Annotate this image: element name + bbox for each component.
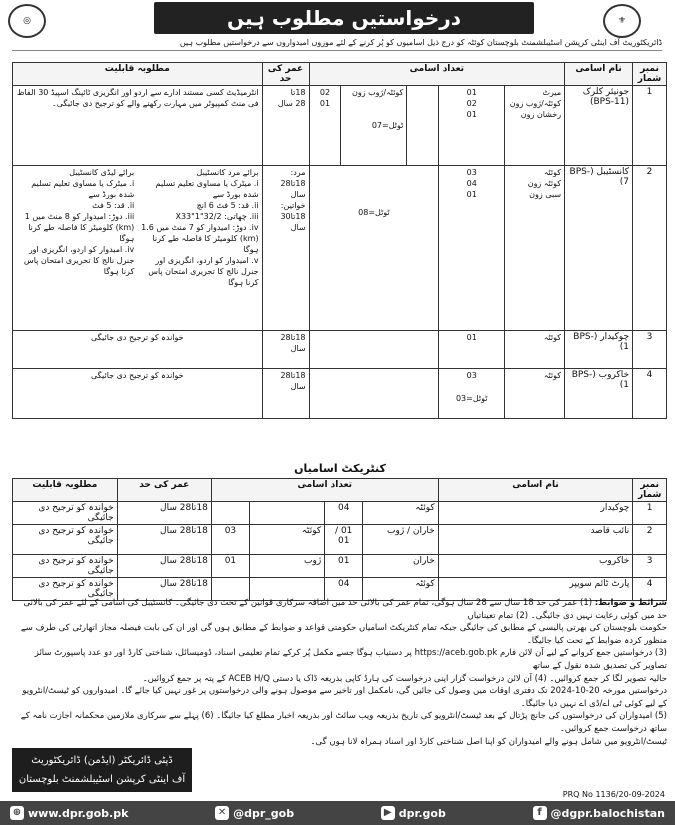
posts-table: [12, 62, 667, 419]
government-emblem: ⚜: [603, 4, 641, 38]
row-qualification: خواندہ کو ترجیح دی جائیگی: [13, 369, 263, 419]
row-post: چوکیدار (BPS-1): [565, 331, 633, 369]
row-post: کانسٹیبل (BPS-7): [565, 166, 633, 331]
contract-heading: کنٹریکٹ اسامیاں: [294, 462, 386, 475]
website-link[interactable]: ⊕ www.dpr.gob.pk: [10, 806, 128, 820]
row-qualification: [13, 166, 263, 331]
total-count: ٹوٹل=03: [455, 394, 488, 403]
count-item: 02: [319, 88, 331, 97]
row-age: 18تا28 سال: [262, 331, 309, 369]
quota-item: کوئٹہ/ژوب زون: [509, 99, 562, 108]
terms-heading: شرائط و ضوابط:: [594, 598, 667, 608]
quota-item: رخشان زون: [520, 110, 562, 119]
header: [4, 2, 671, 36]
signature-block: [12, 748, 192, 792]
col-age: عمر کی حد: [262, 63, 309, 86]
table-row: 2 نائب قاصد خاران / ژوب 01 / 01 کوئٹہ 03 18تا28 سال خواندہ کو ترجیح دی جائیگی: [13, 525, 667, 555]
twitter-link[interactable]: ✕ @dpr_gob: [215, 806, 294, 820]
row-serial: 3: [633, 331, 667, 369]
female-qualification: برائے لیڈی کانسٹیبل i. میٹرک یا مساوی تعلیم تسلیم شدہ بورڈ سے ii. قد: 5 فٹ iii. دوڑ: امیدوار کو 8 منٹ میں 1 (km) کلومیٹر کا فاصلہ طے کرنا ہوگا iv. امیدوار کو اردو، انگریزی اور جنرل نالج کا تحریری امتحان پاس کرنا ہوگا: [23, 168, 135, 276]
contract-table: [12, 478, 667, 601]
row-total: [309, 166, 439, 331]
globe-icon: ⊕: [10, 806, 24, 820]
dpr-logo: ◎: [8, 4, 46, 38]
row-post: خاکروب (BPS-1): [565, 369, 633, 419]
col-age: عمر کی حد: [117, 479, 211, 502]
count-item: 01: [319, 99, 331, 108]
row-counts: 01: [439, 331, 505, 369]
row-quota: [505, 166, 565, 331]
quota-item: سبی زون: [529, 190, 562, 199]
row-counts: [439, 86, 505, 166]
row-counts-2: [309, 86, 341, 166]
count-item: 01: [466, 110, 477, 119]
quota-item: کوئٹہ/ژوب زون: [352, 88, 404, 97]
col-count: تعداد اسامی: [309, 63, 565, 86]
table-row: [13, 166, 667, 331]
count-item: 03: [466, 168, 477, 177]
intro-text: ڈائریکٹوریٹ آف اینٹی کرپشن اسٹیبلشمنٹ بلوچستان کوئٹہ کو درج ذیل اسامیوں کو پُر کرنے کے لئے موزوں امیدواروں سے درخواستیں مطلوب ہیں: [12, 38, 662, 51]
table-row: [13, 331, 667, 369]
total-count: ٹوٹل=08: [358, 208, 390, 217]
count-item: 02: [466, 99, 477, 108]
col-serial: نمبر شمار: [633, 63, 667, 86]
row-qualification: انٹرمیڈیٹ کسی مستند ادارے سے اردو اور انگریزی ٹائپنگ اسپیڈ 30 الفاظ فی منٹ کمپیوٹر میں مہارت رکھنے والے کو ترجیح دی جائیگی۔: [13, 86, 263, 166]
row-serial: 4: [633, 369, 667, 419]
instagram-link[interactable]: f @dgpr.balochistan: [533, 806, 665, 820]
row-quota: [505, 86, 565, 166]
row-qualification: خواندہ کو ترجیح دی جائیگی: [13, 331, 263, 369]
count-item: 01: [466, 190, 477, 199]
row-serial: 2: [633, 166, 667, 331]
signature-line: آف اینٹی کرپشن اسٹیبلشمنٹ بلوچستان: [18, 774, 186, 785]
age-item: 18تا: [290, 88, 306, 97]
facebook-icon: f: [533, 806, 547, 820]
count-item: 04: [466, 179, 477, 188]
prq-number: PRQ No 1136/20-09-2024: [562, 790, 665, 799]
col-qualification: مطلوبہ قابلیت: [13, 63, 263, 86]
row-quota: کوئٹہ: [505, 369, 565, 419]
row-counts: 03 ٹوٹل=03: [439, 369, 505, 419]
male-qualification: برائے مرد کانسٹیبل i. میٹرک یا مساوی تعلیم تسلیم شدہ بورڈ سے ii. قد: 5 فٹ 6 انچ iii. چھاتی: 32/2"1"X33 iv. دوڑ: امیدوار کو 7 منٹ میں 1.6 (km) کلومیٹر کا فاصلہ طے کرنا ہوگا v. امیدوار کو اردو، انگریزی اور جنرل نالج کا تحریری امتحان پاس کرنا ہوگا: [141, 168, 259, 287]
terms-and-conditions: شرائط و ضوابط: (1) عمر کی حد 18 سال سے 28 سال ہوگی، تمام عمر کی بالائی حد میں اضافہ سرکاری قوانین کے تحت دی جائیگی۔ کانسٹیبل کی اسامی کے لئے عمر کی بالائی حد میں کوئی رعایت نہیں دی جائیگی۔ (2) تمام تعیناتیاں حکومت بلوچستان کی بھرتی پالیسی کے مطابق کی جائیگی جبکہ تمام کنٹریکٹ اسامیاں حکومتی قواعد و ضوابط کے مطابق ہوں گی اور ان کی بابت فیصلہ مجاز اتھارٹی کی طرف سے منظور کردہ ضوابط کے تحت کیا جائیگا۔ (3) درخواستیں جمع کروانے کے لیے آن لائن فارم https://aceb.gob.pk پر دستیاب ہوگا جسے مکمل پُر کرکے تمام تعلیمی اسناد، ڈومیسائل، شناختی کارڈ اور دو عدد پاسپورٹ سائز تصاویر کی تصدیق شدہ نقول کے ساتھ حالیہ تصویر لگا کر جمع کروائیں۔ (4) آن لائن درخواست گزار اپنی درخواست کی ہارڈ کاپی بذریعہ ڈاک یا دستی ACEB H/Q کے پتہ پر جمع کروائیں۔ درخواستیں مورخہ 20-10-2024 تک دفتری اوقات میں وصول کی جائیں گی، نامکمل اور تاخیر سے موصول ہونے والی درخواستوں پر غور نہیں کیا جائے گا۔ امیدواروں کو ٹیسٹ/انٹرویو کے لیے کوئی ٹی اے/ڈی اے نہیں دیا جائیگا۔ (5) امیدواران کی درخواستوں کی جانچ پڑتال کے بعد ٹیسٹ/انٹرویو کی تاریخ بذریعہ ویب سائٹ اور بذریعہ اخبار مطلع کیا جائیگا۔ (6) پہلے سے سرکاری ملازمین محکمانہ اجازت نامہ کے ساتھ درخواست جمع کروائیں۔ ٹیسٹ/انٹرویو میں شامل ہونے والے امیدواران کو اپنا اصل شناختی کارڈ اور اسناد ہمراہ لانا ہوں گی۔: [20, 598, 667, 747]
table-row: [13, 369, 667, 419]
row-quota: کوئٹہ: [505, 331, 565, 369]
quota-item: کوئٹہ: [543, 168, 562, 177]
age-item: 28 سال: [277, 99, 306, 108]
row-age: مرد: 18تا28 سال خواتین: 18تا30 سال: [262, 166, 309, 331]
col-post: نام اسامی: [565, 63, 633, 86]
row-serial: 1: [633, 86, 667, 166]
table-row: 1 چوکیدار کوئٹہ 04 18تا28 سال خواندہ کو ترجیح دی جائیگی: [13, 502, 667, 525]
row-age: [262, 86, 309, 166]
facebook-link[interactable]: ▶ dpr.gob: [381, 806, 446, 820]
table-row: 3 خاکروب خاران 01 ژوب 01 18تا28 سال خواندہ کو ترجیح دی جائیگی: [13, 555, 667, 578]
table-row: [13, 86, 667, 166]
youtube-icon: ▶: [381, 806, 395, 820]
row-counts: [439, 166, 505, 331]
table-row: 4 پارٹ ٹائم سویپر کوئٹہ 04 18تا28 سال خواندہ کو ترجیح دی جائیگی: [13, 578, 667, 601]
col-qualification: مطلوبہ قابلیت: [13, 479, 118, 502]
row-age: 18تا28 سال: [262, 369, 309, 419]
row-quota-2: [341, 86, 407, 166]
total-count: ٹوٹل=07: [371, 121, 404, 130]
col-serial: نمبر شمار: [633, 479, 667, 502]
signature-line: ڈپٹی ڈائریکٹر (ایڈمن) ڈائریکٹوریٹ: [31, 755, 173, 766]
quota-item: میرٹ: [542, 88, 562, 97]
quota-item: کوئٹہ زون: [527, 179, 562, 188]
footer-bar: [0, 801, 675, 825]
ad-title: درخواستیں مطلوب ہیں: [154, 2, 534, 34]
twitter-icon: ✕: [215, 806, 229, 820]
row-post: جونیئر کلرک (BPS-11): [565, 86, 633, 166]
col-post: نام اسامی: [438, 479, 633, 502]
col-count: تعداد اسامی: [211, 479, 438, 502]
count-item: 01: [466, 88, 477, 97]
